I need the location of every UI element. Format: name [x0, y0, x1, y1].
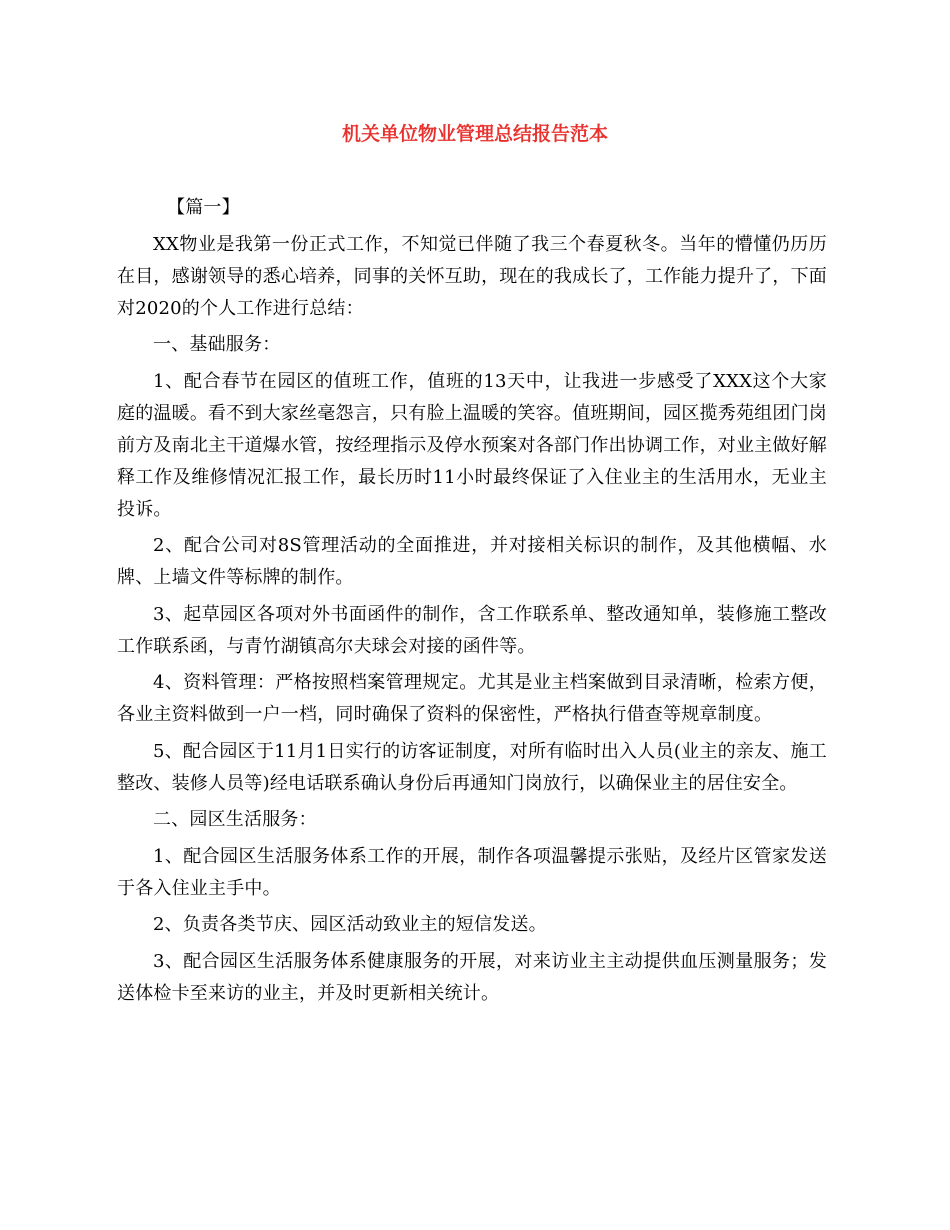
list-item: 1、配合春节在园区的值班工作，值班的13天中，让我进一步感受了XXX这个大家庭的温暖。看不到大家丝毫怨言，只有脸上温暖的笑容。值班期间，园区揽秀苑组团门岗前方及南北主干道爆水管，按经理指示及停水预案对各部门作出协调工作，对业主做好解释工作及维修情况汇报工作，最长历时11小时最终保证了入住业主的生活用水，无业主投诉。: [117, 370, 827, 520]
list-item: 2、负责各类节庆、园区活动致业主的短信发送。: [153, 914, 547, 935]
list-item: 3、起草园区各项对外书面函件的制作，含工作联系单、整改通知单，装修施工整改工作联系函，与青竹湖镇高尔夫球会对接的函件等。: [117, 603, 827, 657]
section-heading-basic-services: 一、基础服务：: [153, 334, 281, 355]
section-heading-part-one: 【篇一】: [167, 197, 240, 218]
document-title: 机关单位物业管理总结报告范本: [341, 123, 608, 145]
list-item: 3、配合园区生活服务体系健康服务的开展，对来访业主主动提供血压测量服务；发送体检卡至来访的业主，并及时更新相关统计。: [117, 950, 827, 1004]
list-item: 4、资料管理：严格按照档案管理规定。尤其是业主档案做到目录清晰，检索方便，各业主资料做到一户一档，同时确保了资料的保密性，严格执行借查等规章制度。: [117, 672, 827, 725]
list-item: 5、配合园区于11月1日实行的访客证制度，对所有临时出入人员(业主的亲友、施工整改、装修人员等)经电话联系确认身份后再通知门岗放行，以确保业主的居住安全。: [117, 740, 827, 794]
intro-paragraph: XX物业是我第一份正式工作，不知觉已伴随了我三个春夏秋冬。当年的懵懂仍历历在目，感谢领导的悉心培养，同事的关怀互助，现在的我成长了，工作能力提升了，下面对2020的个人工作进行总结：: [117, 233, 827, 319]
list-item: 1、配合园区生活服务体系工作的开展，制作各项温馨提示张贴，及经片区管家发送于各入住业主手中。: [117, 845, 827, 899]
section-heading-life-services: 二、园区生活服务：: [153, 809, 317, 830]
list-item: 2、配合公司对8S管理活动的全面推进，并对接相关标识的制作，及其他横幅、水牌、上墙文件等标牌的制作。: [117, 535, 827, 588]
document-body: [117, 192, 827, 1014]
